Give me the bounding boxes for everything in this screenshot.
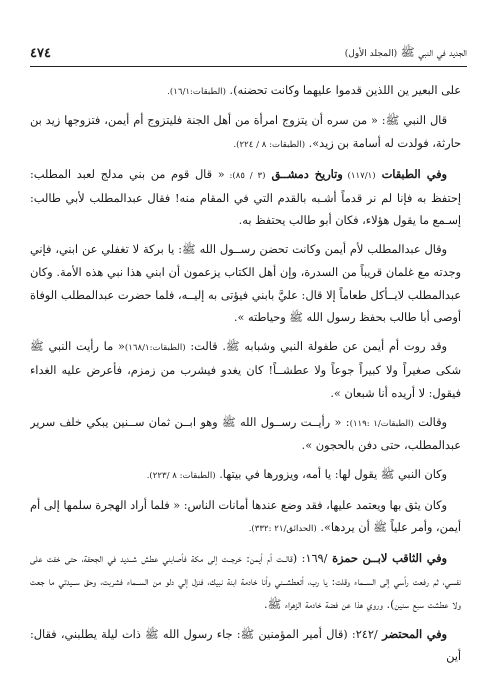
volume-label: (المجلد الأول) (344, 48, 398, 59)
text-run: « ما رأيت النبي ﷺ شكى صغيراً ولا كبيراً جوعاً ولا عطشــاً! كان يغدو فيشرب من زمزم، فأعرض عليه الغداء فيقول: لا أريده أنا شبعان ». (30, 340, 461, 400)
text-run: وكان النبي ﷺ يقول لها: يا أمه، ويزورها في بيتها. (215, 468, 447, 482)
source-title: وفي الثاقب لابــن حمزة (327, 551, 447, 566)
text-run: وقال عبدالمطلب لأم أيمن وكانت تحضن رســول الله ﷺ: يا بركة لا تغفلي عن ابني، فإني وجدته مع غلمان قريباً من السدرة، وإن أهل الكتاب يزعمون أن ابني هذا نبي هذه الأمة. وكان عبدالمطلب لايــأكل طعاماً إلا قال: عليَّ بابني فيؤتى به إليــه، فلما حضرت عبدالمطلب الوفاة أوصى أبا طالب بحفظ رسول الله ﷺ وحياطته ». (30, 243, 461, 325)
citation: (الطبقات: ٨ / ٢٢٤). (233, 139, 306, 150)
running-title (345, 45, 467, 62)
source-title: وتاريخ دمشــق (265, 166, 343, 181)
citation: (٣ / ٨٥): (224, 170, 266, 181)
text-run: : « رأيــت رســول الله ﷺ وهو ابــن ثمان ســنين يبكي خلف سرير عبدالمطلب، حتى دفن بالحجون ». (30, 415, 461, 453)
paragraph (30, 163, 461, 233)
text-run: على البعير ين اللذين قدموا عليهما وكانت تحضنه). (225, 84, 461, 97)
paragraph (30, 412, 461, 458)
citation: (الطبقات/١ :١١٩) (349, 418, 414, 429)
paragraph (30, 547, 461, 616)
paragraph (30, 495, 461, 541)
source-title: وفي الطبقات (375, 166, 447, 181)
text-run: وقد روت أم أيمن عن طفولة النبي وشبابه ﷺ. قالت: (185, 340, 447, 354)
paragraph (30, 80, 461, 104)
citation: (الطبقات: ٨ /٢٢٣). (146, 471, 216, 482)
page-header (30, 44, 467, 62)
paragraph (30, 464, 461, 488)
citation: (الطبقات:١٦٨/١) (124, 343, 186, 354)
citation: (الطبقات:١٦/١). (167, 87, 226, 97)
text-run: /١٦٩: (قالــت أم أيمن: خرجــت إلى مكة فأصابني عطش شــديد في الجحفة، حتى خفت على نفسي، ثم رفعت رأسي إلى الســماء وقلت: يا رب، أتعطشــني وأنا خادمة ابنة نبيك، فنزل إلي دلو من الســماء فشربت، وحق ســيدتي ما جعت ولا عطشت سبع سنين). وروي هذا عن فضة خادمة الزهراء ﷺ. (30, 552, 461, 611)
text-run: وقالت (413, 415, 447, 429)
text-run: وكان يثق بها ويعتمد عليها، فقد وضع عندها أمانات الناس: « فلما أراد الهجرة سلمها إلى أم أيمن، وأمر علياً ﷺ أن يردها». (30, 498, 461, 535)
page-body (30, 80, 461, 680)
paragraph (30, 623, 461, 669)
citation: (الحدائق/٢١ :٣٣٢). (248, 524, 317, 535)
book-title: الجديد في النبي ﷺ (400, 44, 467, 59)
text-run: « قال قوم من بني مدلج لعبد المطلب: إحتفظ به فإنا لم نر قدماً أشـبه بالقدم التي في المقام منه! فقال عبدالمطلب لأبي طالب: إسـمع ما يقول هؤلاء، فكان أبو طالب يحتفظ به. (30, 167, 461, 228)
text-run: قال النبي ﷺ: « من سره أن يتزوج امرأة من أهل الجنة فليتزوج أم أيمن، فتزوجها زيد بن حارثة، فولدت له أسامة بن زيد». (30, 114, 461, 150)
header-rule (30, 66, 467, 67)
text-run: /٢٤٢: (قال أمير المؤمنين ﷺ: جاء رسول الله ﷺ ذات ليلة يطلبني، فقال: أين (30, 627, 461, 664)
citation: (١١٧/١) (342, 170, 376, 181)
paragraph (30, 110, 461, 156)
paragraph (30, 239, 461, 329)
paragraph (30, 336, 461, 405)
page-number: ٤٧٤ (30, 45, 51, 61)
source-title: وفي المحتضر (377, 626, 447, 641)
